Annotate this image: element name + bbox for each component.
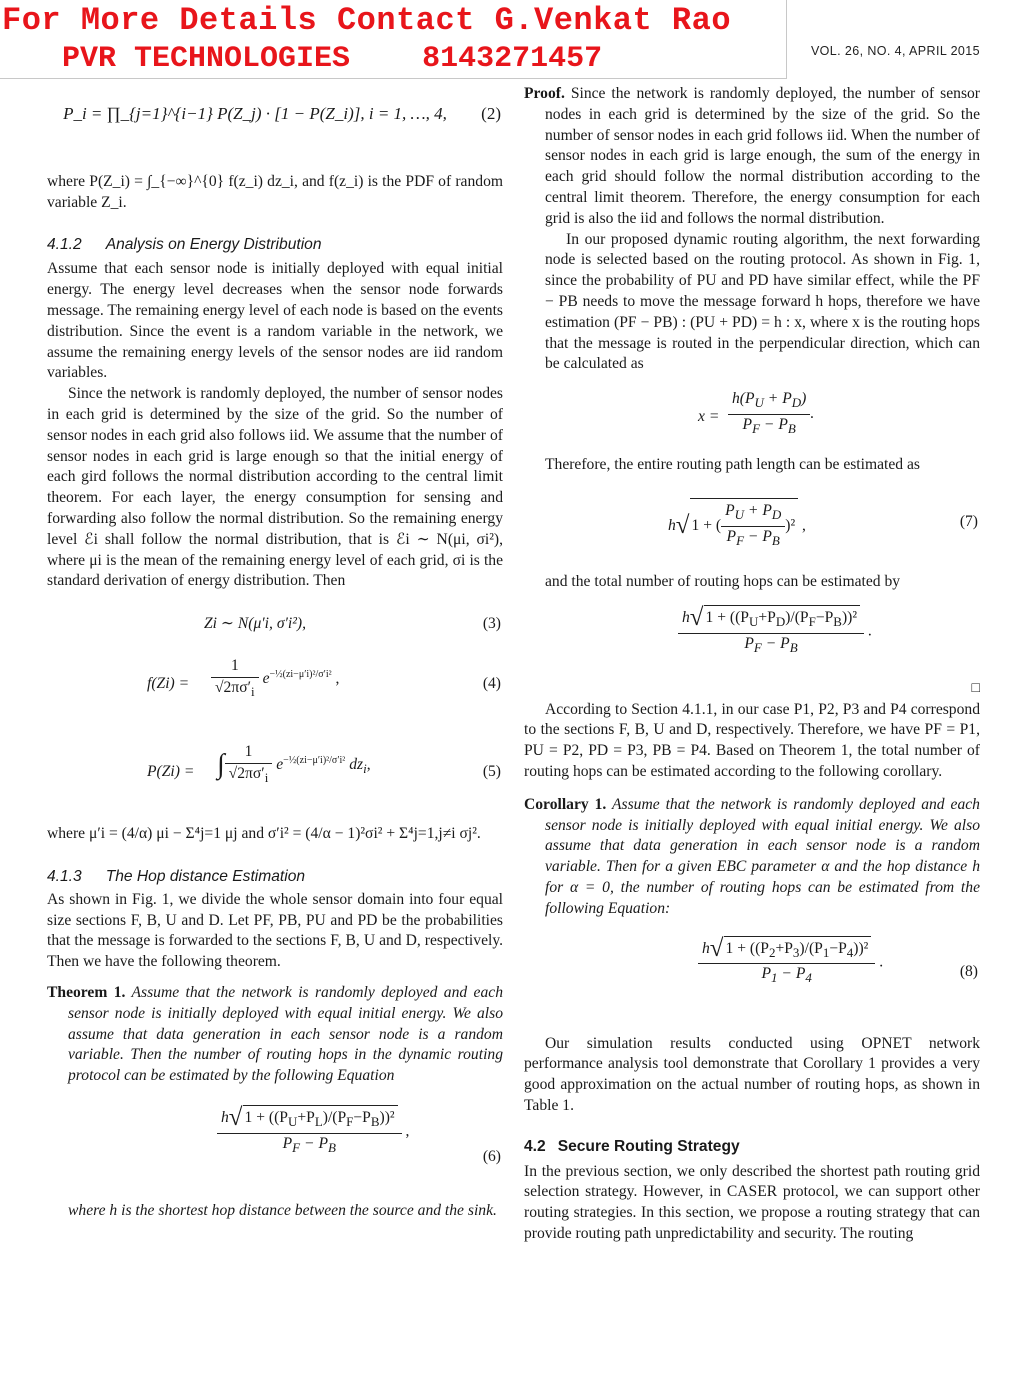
paragraph-routing: In our proposed dynamic routing algorithm, the next forwarding node is selected based on the routing protocol. As shown in Fig. 1, since the probability of PU and PD have similar effect, while the PF − PB needs to move the message forward h hops, therefore we have estimation (PF − PB) : (PU + PD) = h : x, where x is the routing hops that the message is routed in the perpendicular direction, which can be calculated as	[545, 230, 980, 373]
section-title: The Hop distance Estimation	[105, 867, 306, 885]
right-column	[524, 84, 980, 1245]
equation-5-rhs: ∫ $\frac{1}{√2\pi\sigma'_i}$ $e^{-\frac{1}{2}(zi-\mu'i)^2/\sigma'i^2}$ $dz_i$,	[217, 743, 371, 786]
where-paragraph-1: where P(Z_i) = ∫_{−∞}^{0} f(z_i) dz_i, and f(z_i) is the PDF of random variable Z_i.	[47, 173, 503, 211]
equation-7-body: h√ 1 + ( $\frac{P_U + P_D}{P_F - P_B}$ )² ,	[668, 498, 806, 552]
equation-4-number: (4)	[482, 675, 501, 693]
paragraph-energy-2: Since the network is randomly deployed, the number of sensor nodes in each grid is determined by the size of the grid. So the number of sensor nodes in each grid also follows iid. We assume that the number of sensor nodes in each grid is large enough so that the initial energy of each gird follows the normal distribution according to the central limit theorem. For each layer, the energy consumption for sensing and forwarding also follow the normal distribution. So the remaining energy level ℰi shall follow the normal distribution, that is ℰi ∼ N(μi, σi²), where μi is the mean of the remaining energy level of each grid, σi is the standard derivation of energy distribution. Then	[47, 385, 503, 590]
equation-3	[47, 602, 503, 646]
where-paragraph-2: where μ′i = (4/α) μi − Σ⁴j=1 μj and σ′i² = (4/α − 1)²σi² + Σ⁴j=1,j≠i σj².	[47, 825, 481, 843]
equation-3-number: (3)	[482, 615, 501, 633]
equation-5-lhs: P(Zi) =	[147, 763, 195, 781]
equation-3-body: Zi ∼ N(μ′i, σ′i²),	[203, 615, 307, 633]
banner-line-2	[62, 42, 602, 76]
paragraph-hop-distance: As shown in Fig. 1, we divide the whole sensor domain into four equal size sections F, B, U and D. Let PF, PB, PU and PD be the probabilities that the message is forwarded to the sections F, B, U and D, respectively. Then we have the following theorem.	[47, 890, 503, 971]
where-paragraph-3: where h is the shortest hop distance between the source and the sink.	[68, 1201, 497, 1219]
equation-7-number: (7)	[959, 512, 978, 530]
paragraph-path-length: Therefore, the entire routing path length can be estimated as	[545, 456, 920, 474]
corollary-label: Corollary 1.	[524, 795, 607, 813]
equation-8	[524, 932, 980, 1016]
section-heading-4-1-2	[47, 235, 503, 256]
theorem-label: Theorem 1.	[47, 983, 126, 1001]
equation-4-rhs: $\frac{1}{√2\pi\sigma'_i}$ $e^{-\frac{1}{2}(zi-\mu'i)^2/\sigma'i^2}$ ,	[211, 656, 339, 703]
proof-text: Since the network is randomly deployed, the number of sensor nodes in each grid is determined by the size of the grid. So the number of sensor nodes in each grid follows iid. When the number of sensor nodes in each grid is large enough, the sum of the energy in each grid should follow the normal distribution according to the central limit theorem. Therefore, the energy consumption for each grid is also the iid and follows the normal distribution.	[545, 85, 980, 227]
section-heading-4-2	[524, 1137, 980, 1158]
section-heading-4-1-3	[47, 867, 503, 888]
banner-line-1: For More Details Contact G.Venkat Rao	[2, 2, 732, 39]
theorem-1	[47, 983, 503, 1087]
equation-4	[47, 652, 503, 716]
contact-banner	[0, 0, 787, 79]
corollary-1	[524, 795, 980, 920]
running-head: VOL. 26, NO. 4, APRIL 2015	[810, 44, 980, 58]
section-title: Analysis on Energy Distribution	[105, 235, 322, 253]
banner-company: PVR TECHNOLOGIES	[62, 42, 351, 76]
proof	[524, 84, 980, 230]
section-number: 4.1.2	[47, 235, 82, 253]
equation-2-number: (2)	[481, 104, 501, 123]
paragraph-simulation: Our simulation results conducted using OPNET network performance analysis tool demonstrate that Corollary 1 provides a very good approximation on the actual number of routing hops, as shown in Table 1.	[524, 1034, 980, 1114]
equation-5-number: (5)	[482, 763, 501, 781]
paragraph-total-hops: and the total number of routing hops can be estimated by	[545, 572, 901, 590]
equation-4-lhs: f(Zi) =	[147, 675, 190, 693]
qed-symbol: □	[971, 680, 980, 696]
equation-5	[47, 730, 503, 810]
equation-6-body: $\frac{h√ 1 + ((P_U+P_L)/(P_F-P_B))^2}{P_F - P_B}$ ,	[217, 1105, 409, 1159]
banner-phone: 8143271457	[422, 42, 603, 76]
theorem-text: Assume that the network is randomly deployed and each sensor node is initially deployed with equal initial energy. We also assume that data generation in each sensor node is a random variable. Then the number of routing hops in the dynamic routing protocol can be estimated by the following Equation	[68, 983, 503, 1085]
section-number: 4.1.3	[47, 867, 82, 885]
equation-2-body: P_i = ∏_{j=1}^{i−1} P(Z_j) · [1 − P(Z_i)], i = 1, …, 4,	[63, 104, 447, 123]
section-title: Secure Routing Strategy	[557, 1137, 740, 1155]
equation-8-body: $\frac{h√ 1 + ((P_2+P_3)/(P_1-P_4))^2}{P_1 - P_4}$ .	[698, 936, 883, 990]
proof-label: Proof.	[524, 85, 565, 102]
equation-6	[47, 1101, 503, 1197]
paragraph-energy-1: Assume that each sensor node is initially deployed with equal initial energy. The energy level decreases when the sensor node forwards message. The remaining energy level of each node is based on the events distribution. Since the event is a random variable in the network, we assume the remaining energy levels of the sensor nodes are iid random variables.	[47, 260, 503, 382]
equation-x-rhs: $\frac{h(P_U + P_D)}{P_F - P_B}$ .	[728, 389, 814, 440]
corollary-text: Assume that the network is randomly deployed and each sensor node is initially deployed with equal initial energy. We also assume that data generation in each sensor node is a random variable. Then for a given EBC parameter α and the hop distance h for α = 0, the number of routing hops can be estimated from the following Equation:	[545, 795, 980, 917]
equation-hops	[524, 601, 980, 679]
equation-7	[524, 488, 980, 564]
equation-2	[47, 80, 503, 164]
equation-6-number: (6)	[482, 1147, 501, 1165]
paragraph-secure-routing: In the previous section, we only described the shortest path routing grid selection strategy. However, in CASER protocol, we can support other routing strategies. In this section, we propose a routing strategy that can provide routing path unpredictability and security. The routing	[524, 1162, 980, 1242]
equation-8-number: (8)	[959, 962, 978, 980]
equation-x	[524, 387, 980, 447]
equation-hops-body: $\frac{h√ 1 + ((P_U+P_D)/(P_F-P_B))^2}{P_F - P_B}$ .	[678, 605, 872, 659]
paragraph-section-mapping: According to Section 4.1.1, in our case P1, P2, P3 and P4 correspond to the sections F, B, U and D, respectively. Therefore, we have PF = P1, PU = P2, PD = P3, PB = P4. Based on Theorem 1, the total number of routing hops can be estimated according to the following corollary.	[524, 700, 980, 780]
section-number: 4.2	[524, 1137, 546, 1155]
equation-x-lhs: x =	[698, 408, 720, 426]
left-column	[47, 80, 503, 1222]
